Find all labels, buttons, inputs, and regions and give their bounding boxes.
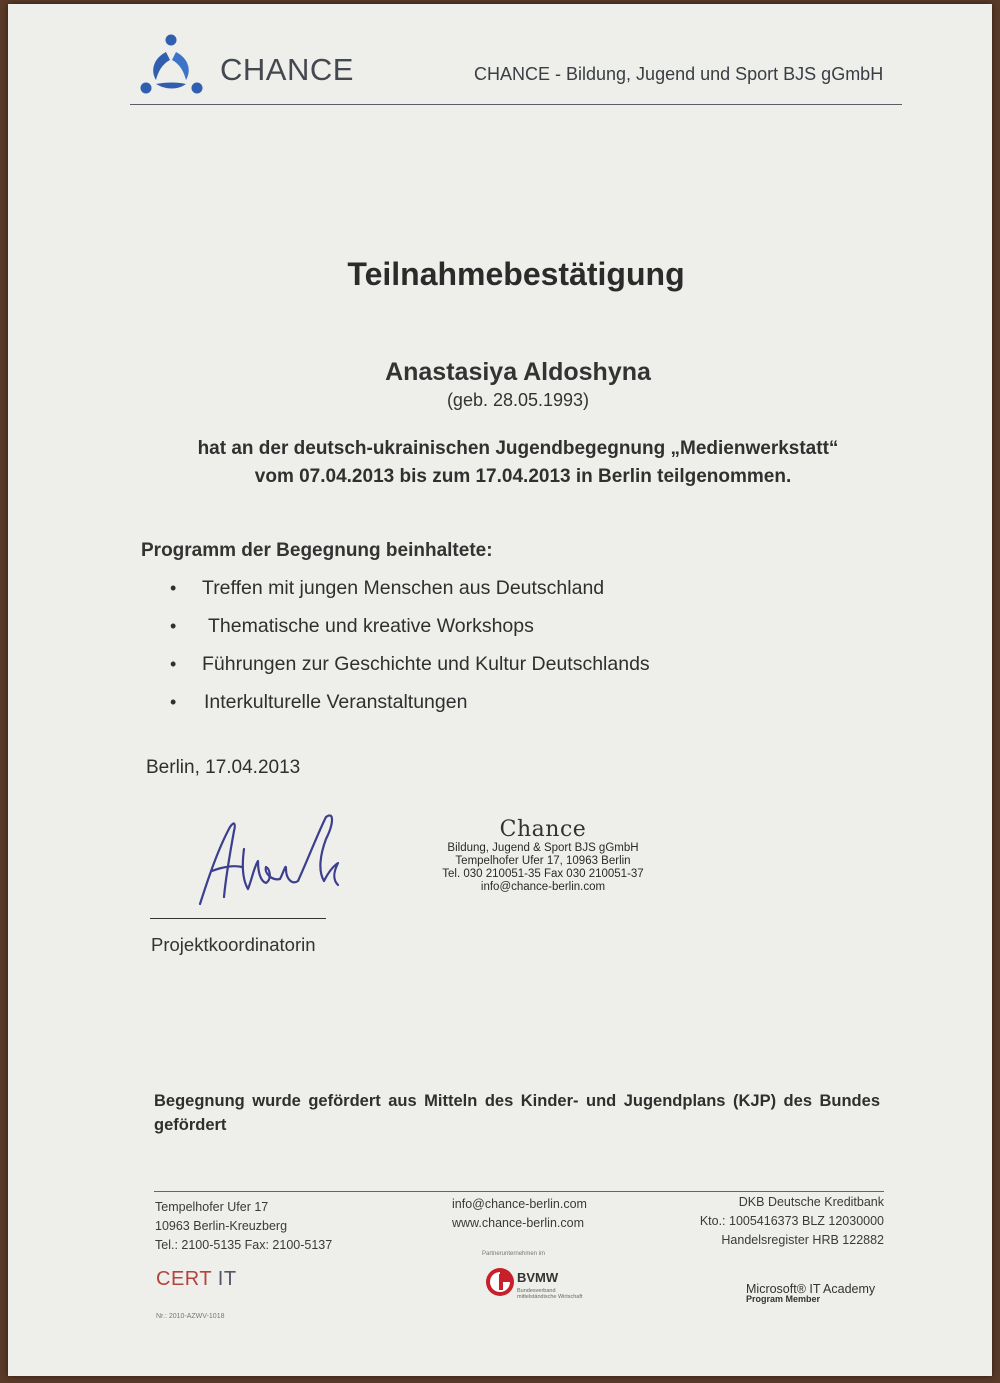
- bvmw-prefix: Partnerunternehmen im: [482, 1251, 546, 1257]
- footer-bank: DKB Deutsche Kreditbank Kto.: 1005416373 BLZ 12030000 Handelsregister HRB 122882: [699, 1195, 884, 1247]
- microsoft-academy-logo: Microsoft® IT Academy: [746, 1282, 876, 1296]
- microsoft-academy-subtitle: Program Member: [746, 1294, 821, 1304]
- bvmw-name: BVMW: [517, 1270, 559, 1285]
- organization-stamp: [408, 818, 678, 894]
- footer-contact: [452, 1195, 587, 1233]
- list-item: • Interkulturelle Veranstaltungen: [170, 690, 650, 728]
- certificate-page: [8, 4, 992, 1376]
- statement-line-2: vom 07.04.2013 bis zum 17.04.2013 in Berlin teilgenommen.: [254, 466, 792, 487]
- bullet-icon: •: [170, 692, 177, 712]
- participant-name: Anastasiya Aldoshyna: [385, 358, 651, 386]
- footer-website: www.chance-berlin.com: [452, 1216, 584, 1230]
- organization-name: CHANCE - Bildung, Jugend und Sport BJS gGmbH: [474, 64, 884, 84]
- signature-role: Projektkoordinatorin: [151, 934, 316, 955]
- header-divider: [130, 104, 902, 105]
- signature-line: [150, 918, 326, 919]
- chance-logo-icon: [136, 32, 206, 98]
- program-list: [170, 576, 650, 728]
- bullet-icon: •: [170, 616, 177, 636]
- stamp-title: Chance: [499, 817, 587, 842]
- page-title: Teilnahmebestätigung: [347, 256, 685, 292]
- cert-number: Nr.: 2010-AZWV-1018: [156, 1313, 225, 1320]
- stamp-line: Tel. 030 210051-35 Fax 030 210051-37: [442, 868, 644, 880]
- stamp-line: Tempelhofer Ufer 17, 10963 Berlin: [455, 855, 631, 867]
- footer-address: Tempelhofer Ufer 17 10963 Berlin-Kreuzberg Tel.: 2100-5135 Fax: 2100-5137: [155, 1200, 333, 1252]
- bvmw-subtitle: Bundesverband mittelständische Wirtschaft: [517, 1288, 583, 1300]
- handwritten-signature: [194, 809, 344, 909]
- list-item: • Führungen zur Geschichte und Kultur Deutschlands: [170, 652, 650, 690]
- logo-wordmark: CHANCE: [220, 52, 354, 87]
- statement-line-1: hat an der deutsch-ukrainischen Jugendbegegnung „Medienwerkstatt“: [197, 438, 839, 459]
- bullet-icon: •: [170, 578, 177, 598]
- cert-it-logo: CERT IT: [156, 1268, 237, 1290]
- list-item: • Thematische und kreative Workshops: [170, 614, 650, 652]
- bullet-icon: •: [170, 654, 177, 674]
- list-item: • Treffen mit jungen Menschen aus Deutschland: [170, 576, 650, 614]
- stamp-line: Bildung, Jugend & Sport BJS gGmbH: [447, 842, 639, 854]
- program-heading: Programm der Begegnung beinhaltete:: [141, 540, 493, 561]
- participant-birthdate: (geb. 28.05.1993): [446, 390, 590, 410]
- stamp-line: info@chance-berlin.com: [480, 881, 606, 893]
- footer-divider: [154, 1191, 884, 1192]
- funding-note: Begegnung wurde gefördert aus Mitteln des Kinder- und Jugendplans (KJP) des Bundes gefördert: [154, 1092, 880, 1134]
- place-and-date: Berlin, 17.04.2013: [146, 757, 301, 778]
- bvmw-logo-icon: [484, 1266, 516, 1298]
- footer-email: info@chance-berlin.com: [452, 1197, 587, 1211]
